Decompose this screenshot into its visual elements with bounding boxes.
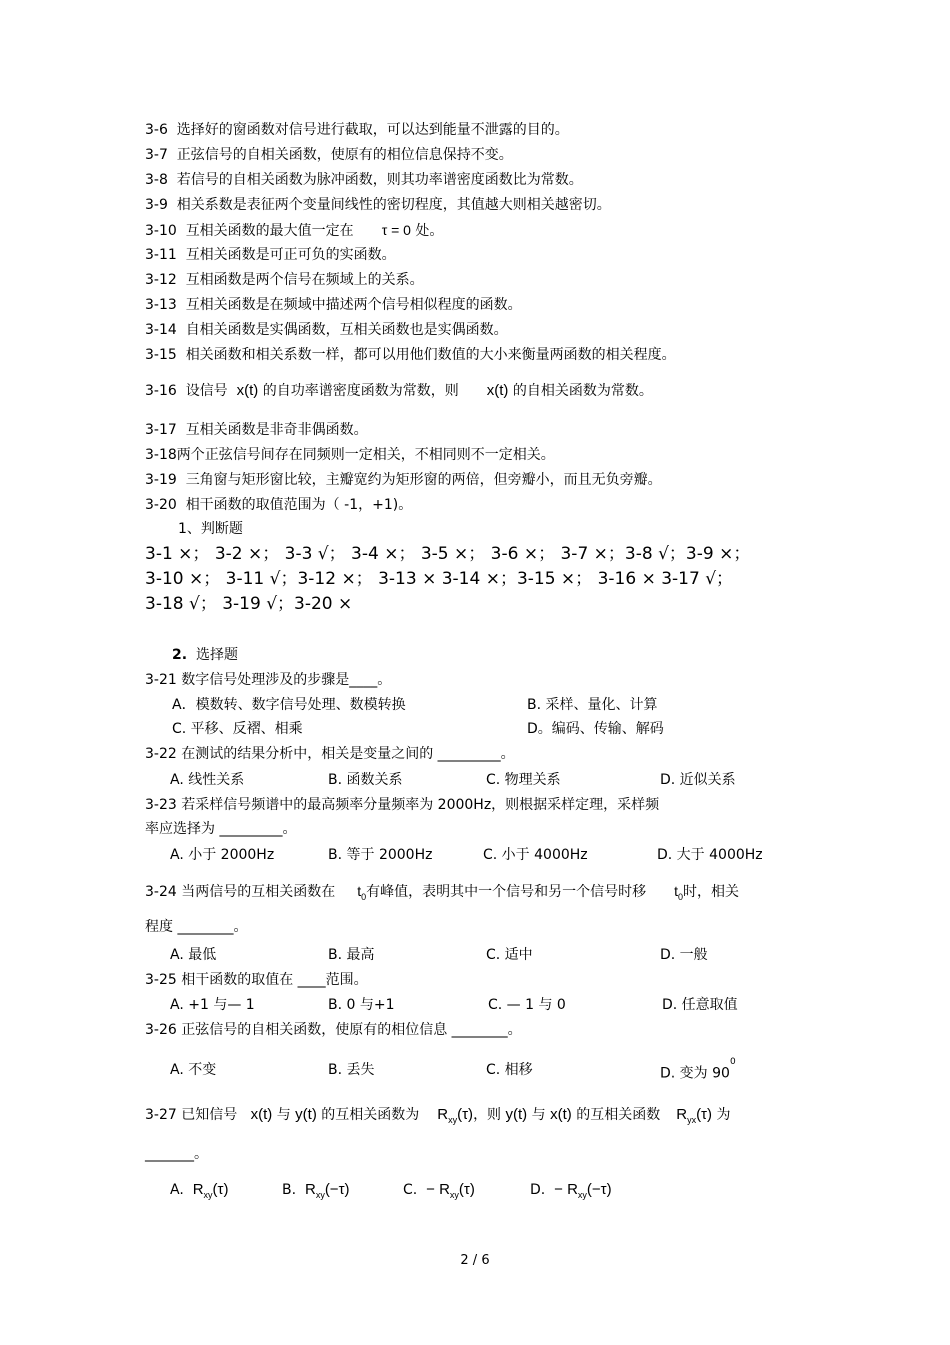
q23-option-a: A. 小于 2000Hz	[170, 847, 275, 863]
q24-option-a: A. 最低	[170, 947, 217, 963]
q23-option-d: D. 大于 4000Hz	[657, 847, 763, 863]
answers-line-1: 3-1 ×； 3-2 ×； 3-3 √； 3-4 ×； 3-5 ×； 3-6 ×； 3-7 ×；3-8 √；3-9 ×；	[145, 544, 751, 564]
statement-3-16: 3-16 设信号 x(t) 的自功率谱密度函数为常数，则 x(t) 的自相关函数为常数。	[145, 382, 653, 399]
question-3-24-stem-cont: 程度 ________。	[145, 919, 248, 935]
question-3-27-stem-cont: _______。	[145, 1146, 208, 1162]
q26-option-b: B. 丢失	[328, 1062, 375, 1078]
question-3-25-stem: 3-25 相干函数的取值在 ____范围。	[145, 972, 368, 988]
q24-option-c: C. 适中	[486, 947, 533, 963]
q21-option-d: D。编码、传输、解码	[527, 721, 664, 737]
statement-3-20: 3-20 相干函数的取值范围为（ -1，+1)。	[145, 497, 413, 513]
q21-option-c: C. 平移、反褶、相乘	[172, 721, 303, 737]
q23-option-c: C. 小于 4000Hz	[483, 847, 588, 863]
q25-option-d: D. 任意取值	[662, 997, 738, 1013]
q22-option-c: C. 物理关系	[486, 772, 561, 788]
statement-3-19: 3-19 三角窗与矩形窗比较，主瓣宽约为矩形窗的两倍，但旁瓣小，而且无负旁瓣。	[145, 472, 662, 488]
question-3-23-stem: 3-23 若采样信号频谱中的最高频率分量频率为 2000Hz，则根据采样定理，采样频	[145, 797, 660, 813]
page-number: 2 / 6	[460, 1253, 490, 1268]
q23-option-b: B. 等于 2000Hz	[328, 847, 433, 863]
statement-3-7: 3-7 正弦信号的自相关函数，使原有的相位信息保持不变。	[145, 147, 513, 163]
statement-3-15: 3-15 相关函数和相关系数一样，都可以用他们数值的大小来衡量两函数的相关程度。	[145, 347, 676, 363]
statement-3-10: 3-10 互相关函数的最大值一定在 τ = 0 处。	[145, 222, 444, 239]
q25-option-c: C. — 1 与 0	[488, 997, 566, 1013]
statement-3-6: 3-6 选择好的窗函数对信号进行截取，可以达到能量不泄露的目的。	[145, 122, 569, 138]
statement-3-12: 3-12 互相函数是两个信号在频域上的关系。	[145, 272, 424, 288]
q22-option-b: B. 函数关系	[328, 772, 403, 788]
q25-option-a: A. +1 与— 1	[170, 997, 255, 1013]
statement-3-14: 3-14 自相关函数是实偶函数，互相关函数也是实偶函数。	[145, 322, 508, 338]
question-3-27-stem: 3-27 已知信号 x(t) 与 y(t) 的互相关函数为 $R_{xy}(\tau)$，则 y(t) 与 x(t) 的互相关函数 $R_{yx}(\tau)$ 为	[145, 1106, 731, 1125]
statement-3-18: 3-18两个正弦信号间存在同频则一定相关，不相同则不一定相关。	[145, 447, 555, 463]
answers-heading: 1、判断题	[178, 521, 243, 537]
q21-option-a: A．模数转、数字信号处理、数模转换	[172, 697, 406, 713]
answers-line-2: 3-10 ×； 3-11 √；3-12 ×； 3-13 × 3-14 ×；3-15 ×； 3-16 × 3-17 √；	[145, 569, 734, 589]
question-3-23-stem-cont: 率应选择为 _________。	[145, 821, 297, 837]
q27-option-d: D. − $R_{xy}(-\tau)$	[530, 1181, 612, 1200]
statement-3-8: 3-8 若信号的自相关函数为脉冲函数，则其功率谱密度函数比为常数。	[145, 172, 583, 188]
q22-option-d: D. 近似关系	[660, 772, 736, 788]
statement-3-9: 3-9 相关系数是表征两个变量间线性的密切程度，其值越大则相关越密切。	[145, 197, 611, 213]
statement-3-11: 3-11 互相关函数是可正可负的实函数。	[145, 247, 396, 263]
question-3-22-stem: 3-22 在测试的结果分析中，相关是变量之间的 _________。	[145, 746, 515, 762]
q27-option-c: C. − $R_{xy}(\tau)$	[403, 1181, 475, 1200]
answers-line-3: 3-18 √； 3-19 √；3-20 ×	[145, 594, 353, 614]
q27-option-a: A. $R_{xy}(\tau)$	[170, 1181, 229, 1200]
question-3-24-stem: 3-24 当两信号的互相关函数在 $t_0$有峰值，表明其中一个信号和另一个信号时移 $t_0$时，相关	[145, 883, 740, 902]
q22-option-a: A. 线性关系	[170, 772, 245, 788]
q25-option-b: B. 0 与+1	[328, 997, 395, 1013]
q26-option-c: C. 相移	[486, 1062, 533, 1078]
q24-option-d: D. 一般	[660, 947, 708, 963]
q26-option-d: D. 变为 $90^0$	[660, 1057, 736, 1082]
statement-3-17: 3-17 互相关函数是非奇非偶函数。	[145, 422, 368, 438]
choice-heading: 2. 选择题	[172, 647, 238, 663]
q24-option-b: B. 最高	[328, 947, 375, 963]
q21-option-b: B. 采样、量化、计算	[527, 697, 658, 713]
tau-equals-zero: τ = 0	[381, 222, 411, 238]
q27-option-b: B. $R_{xy}(-\tau)$	[282, 1181, 350, 1200]
statement-3-13: 3-13 互相关函数是在频域中描述两个信号相似程度的函数。	[145, 297, 522, 313]
question-3-21-stem: 3-21 数字信号处理涉及的步骤是____。	[145, 672, 392, 688]
q26-option-a: A. 不变	[170, 1062, 217, 1078]
question-3-26-stem: 3-26 正弦信号的自相关函数，使原有的相位信息 ________。	[145, 1022, 522, 1038]
